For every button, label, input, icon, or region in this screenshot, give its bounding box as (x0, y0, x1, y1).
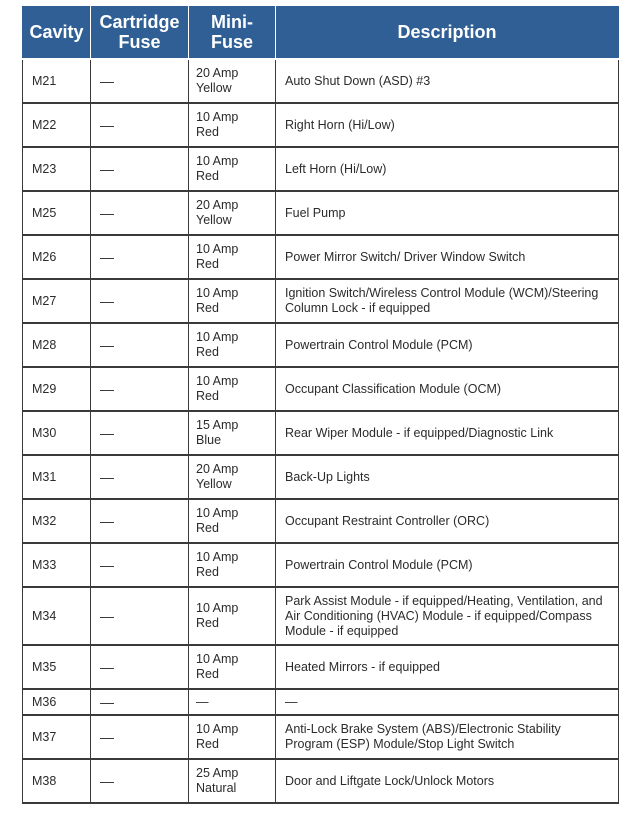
description-cell: Back-Up Lights (276, 455, 619, 499)
cartridge-cell: — (91, 587, 189, 645)
cavity-cell: M25 (23, 191, 91, 235)
description-cell: Powertrain Control Module (PCM) (276, 323, 619, 367)
description-cell: Auto Shut Down (ASD) #3 (276, 59, 619, 103)
description-cell: Ignition Switch/Wireless Control Module (WCM)/Steering Column Lock - if equipped (276, 279, 619, 323)
cavity-cell: M31 (23, 455, 91, 499)
mini-fuse-cell: 10 Amp Red (189, 147, 276, 191)
mini-fuse-cell: 10 Amp Red (189, 543, 276, 587)
table-row (23, 235, 619, 279)
table-body (23, 59, 619, 803)
cartridge-cell: — (91, 103, 189, 147)
table-row (23, 455, 619, 499)
cartridge-cell: — (91, 499, 189, 543)
mini-fuse-cell: 10 Amp Red (189, 103, 276, 147)
cavity-cell: M32 (23, 499, 91, 543)
table-row (23, 587, 619, 645)
description-cell: Rear Wiper Module - if equipped/Diagnostic Link (276, 411, 619, 455)
cavity-cell: M21 (23, 59, 91, 103)
header-cavity: Cavity (23, 6, 91, 59)
cartridge-cell: — (91, 367, 189, 411)
cavity-cell: M22 (23, 103, 91, 147)
description-cell: — (276, 689, 619, 715)
mini-fuse-cell: 10 Amp Red (189, 645, 276, 689)
cartridge-cell: — (91, 543, 189, 587)
cavity-cell: M38 (23, 759, 91, 803)
table-row (23, 103, 619, 147)
description-cell: Occupant Restraint Controller (ORC) (276, 499, 619, 543)
description-cell: Heated Mirrors - if equipped (276, 645, 619, 689)
table-row (23, 689, 619, 715)
cartridge-cell: — (91, 235, 189, 279)
cartridge-cell: — (91, 279, 189, 323)
mini-fuse-cell: 10 Amp Red (189, 235, 276, 279)
mini-fuse-cell: 10 Amp Red (189, 367, 276, 411)
cavity-cell: M35 (23, 645, 91, 689)
description-cell: Park Assist Module - if equipped/Heating, Ventilation, and Air Conditioning (HVAC) Module - if equipped/Compass Module - if equipped (276, 587, 619, 645)
description-cell: Powertrain Control Module (PCM) (276, 543, 619, 587)
description-cell: Power Mirror Switch/ Driver Window Switch (276, 235, 619, 279)
cartridge-cell: — (91, 411, 189, 455)
cavity-cell: M26 (23, 235, 91, 279)
header-mini-fuse: Mini- Fuse (189, 6, 276, 59)
table-row (23, 147, 619, 191)
table-row (23, 411, 619, 455)
table-row (23, 279, 619, 323)
cavity-cell: M27 (23, 279, 91, 323)
mini-fuse-cell: 20 Amp Yellow (189, 455, 276, 499)
cartridge-cell: — (91, 715, 189, 759)
cavity-cell: M30 (23, 411, 91, 455)
fuse-table (22, 6, 619, 804)
cartridge-cell: — (91, 645, 189, 689)
table-row (23, 543, 619, 587)
cavity-cell: M29 (23, 367, 91, 411)
mini-fuse-cell: 25 Amp Natural (189, 759, 276, 803)
cavity-cell: M23 (23, 147, 91, 191)
header-cartridge-fuse: Cartridge Fuse (91, 6, 189, 59)
table-row (23, 191, 619, 235)
cartridge-cell: — (91, 689, 189, 715)
cavity-cell: M34 (23, 587, 91, 645)
table-row (23, 367, 619, 411)
mini-fuse-cell: 20 Amp Yellow (189, 59, 276, 103)
header-description: Description (276, 6, 619, 59)
mini-fuse-cell: 10 Amp Red (189, 715, 276, 759)
cavity-cell: M37 (23, 715, 91, 759)
mini-fuse-cell: 10 Amp Red (189, 323, 276, 367)
header-row (23, 6, 619, 59)
table-row (23, 59, 619, 103)
description-cell: Right Horn (Hi/Low) (276, 103, 619, 147)
mini-fuse-cell: 15 Amp Blue (189, 411, 276, 455)
description-cell: Left Horn (Hi/Low) (276, 147, 619, 191)
description-cell: Door and Liftgate Lock/Unlock Motors (276, 759, 619, 803)
mini-fuse-cell: 10 Amp Red (189, 499, 276, 543)
cavity-cell: M36 (23, 689, 91, 715)
table-header (23, 6, 619, 59)
cartridge-cell: — (91, 147, 189, 191)
table-row (23, 323, 619, 367)
description-cell: Anti-Lock Brake System (ABS)/Electronic Stability Program (ESP) Module/Stop Light Switch (276, 715, 619, 759)
cartridge-cell: — (91, 455, 189, 499)
cartridge-cell: — (91, 59, 189, 103)
mini-fuse-cell: 10 Amp Red (189, 587, 276, 645)
mini-fuse-cell: 20 Amp Yellow (189, 191, 276, 235)
description-cell: Occupant Classification Module (OCM) (276, 367, 619, 411)
table-row (23, 715, 619, 759)
table-row (23, 645, 619, 689)
cartridge-cell: — (91, 759, 189, 803)
cavity-cell: M33 (23, 543, 91, 587)
cavity-cell: M28 (23, 323, 91, 367)
cartridge-cell: — (91, 191, 189, 235)
table-row (23, 759, 619, 803)
cartridge-cell: — (91, 323, 189, 367)
mini-fuse-cell: — (189, 689, 276, 715)
description-cell: Fuel Pump (276, 191, 619, 235)
mini-fuse-cell: 10 Amp Red (189, 279, 276, 323)
table-row (23, 499, 619, 543)
